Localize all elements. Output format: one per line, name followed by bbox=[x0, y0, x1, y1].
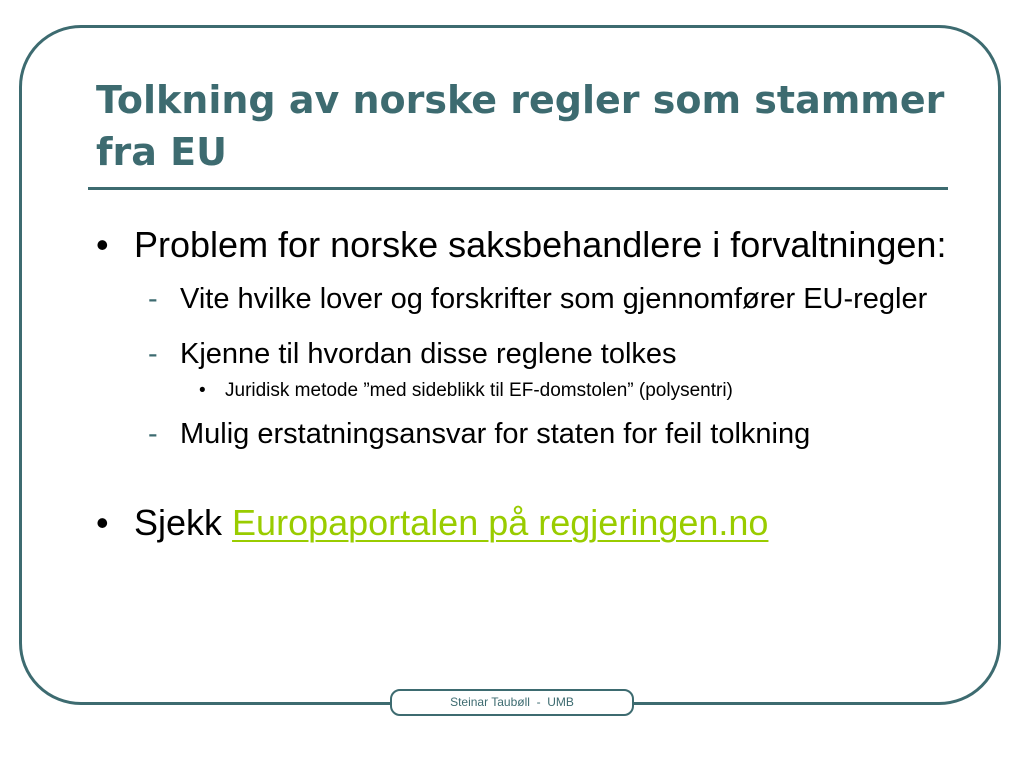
sub-bullet-text: Vite hvilke lover og forskrifter som gjennomfører EU-regler bbox=[180, 283, 928, 315]
sub-bullet-text: Kjenne til hvordan disse reglene tolkes bbox=[180, 338, 677, 370]
sub-bullet-item bbox=[148, 279, 996, 319]
title-divider bbox=[88, 187, 948, 190]
sub-sub-bullet-text: Juridisk metode ”med sideblikk til EF-domstolen” (polysentri) bbox=[225, 380, 733, 401]
slide-title: Tolkning av norske regler som stammer fra EU bbox=[96, 78, 945, 174]
dash-marker: - bbox=[148, 283, 158, 315]
bullet-item bbox=[96, 498, 996, 548]
sub-sub-bullet-item bbox=[199, 378, 996, 404]
footer-org: UMB bbox=[547, 695, 574, 709]
footer-author: Steinar Taubøll bbox=[450, 695, 530, 709]
footer-label bbox=[390, 689, 634, 716]
bullet-item bbox=[96, 220, 996, 270]
sub-bullet-item bbox=[148, 334, 996, 374]
sub-bullet-text: Mulig erstatningsansvar for staten for feil tolkning bbox=[180, 418, 811, 450]
bullet-prefix: Sjekk bbox=[134, 502, 233, 543]
europaportalen-link[interactable]: Europaportalen på regjeringen.no bbox=[232, 502, 769, 543]
bullet-marker: • bbox=[96, 224, 109, 265]
dash-marker: - bbox=[148, 418, 158, 450]
bullet-marker: • bbox=[199, 380, 206, 401]
slide-body bbox=[96, 220, 996, 548]
footer-separator: - bbox=[536, 695, 541, 709]
bullet-marker: • bbox=[96, 502, 109, 543]
dash-marker: - bbox=[148, 338, 158, 370]
bullet-text: Problem for norske saksbehandlere i forvaltningen: bbox=[134, 224, 947, 265]
sub-bullet-item bbox=[148, 414, 996, 454]
